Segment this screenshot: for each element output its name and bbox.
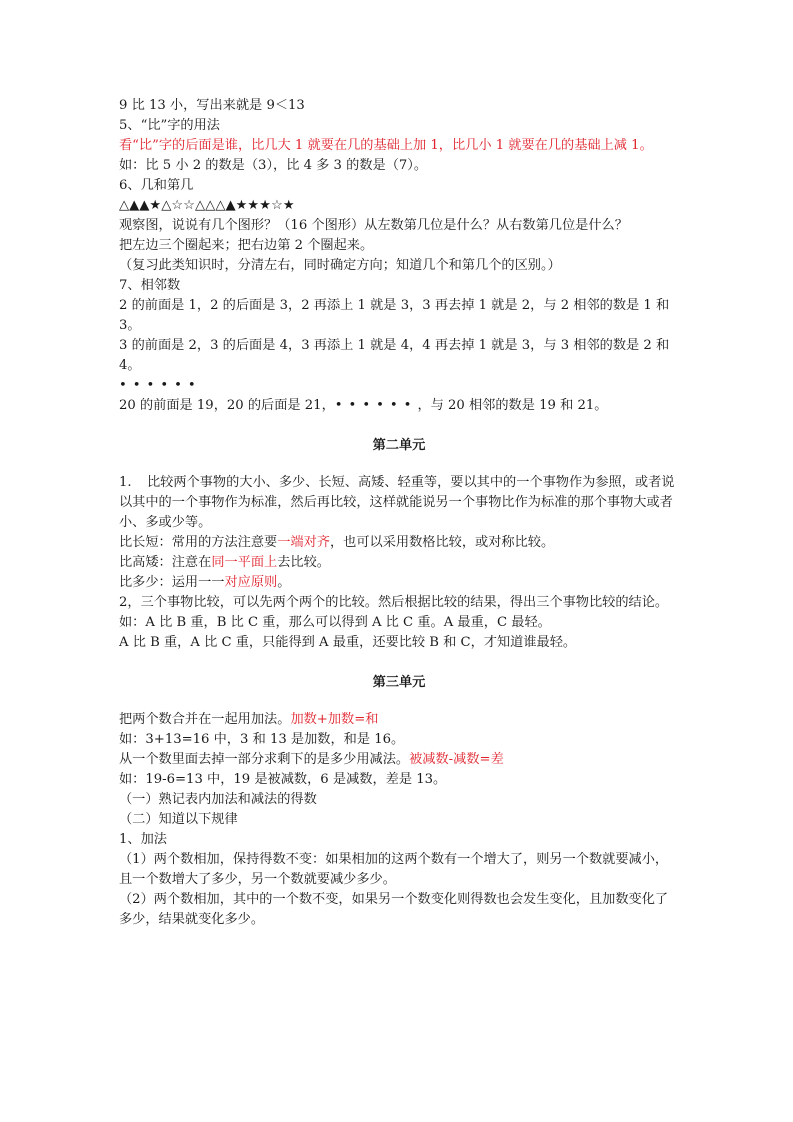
addition-definition [119,710,679,730]
subtraction-definition [119,750,679,770]
formula-text: 被减数-减数=差 [409,752,504,767]
example-line: 如：3+13=16 中，3 和 13 是加数，和是 16。 [119,732,405,747]
subheading: 1、加法 [119,832,167,847]
example-line: 如：A 比 B 重，B 比 C 重，那么可以得到 A 比 C 重。A 最重，C 最轻。 [119,615,551,630]
section-heading-7: 7、相邻数 [119,278,181,293]
text-span: ，与 20 相邻的数是 19 和 21。 [417,398,608,413]
unit-3-title: 第三单元 [372,675,426,690]
compare-quantity-line [119,573,679,593]
text-span: 。 [277,575,291,590]
text-span: 比高矮：注意在 [119,555,212,570]
adjacent-number-line: 3 的前面是 2，3 的后面是 4，3 再添上 1 就是 4，4 再去掉 1 就是 3，与 3 相邻的数是 2 和 4。 [119,338,670,373]
compare-height-line [119,553,679,573]
ellipsis-dots: •••••• [119,378,202,393]
example-line: A 比 B 重，A 比 C 重，只能得到 A 最重，还要比较 B 和 C，才知道谁最轻。 [119,635,577,650]
highlighted-rule: 看“比”字的后面是谁，比几大 1 就要在几的基础上加 1，比几小 1 就要在几的基础上减 1。 [119,138,653,153]
text-span: 去比较。 [277,555,330,570]
instruction-line: 把左边三个圈起来；把右边第 2 个圈起来。 [119,238,374,253]
note-line: （复习此类知识时，分清左右，同时确定方向；知道几个和第几个的区别。） [119,258,561,273]
formula-text: 加数+加数=和 [290,712,379,727]
compare-length-line [119,533,679,553]
paragraph-text: 比较两个事物的大小、多少、长短、高矮、轻重等，要以其中的一个事物作为参照，或者说以其中的一个事物作为标准，然后再比较，这样就能说另一个事物比作为标准的那个事物大或者小、多或少等。 [119,475,675,530]
text-span: 从一个数里面去掉一部分求剩下的是多少用减法。 [119,752,410,767]
text-span: 比长短：常用的方法注意要 [119,535,278,550]
rule-paragraph: （2）两个数相加，其中的一个数不变，如果另一个数变化则得数也会发生变化，且加数变化了多少，结果就变化多少。 [119,892,669,927]
subheading: （二）知道以下规律 [119,812,238,827]
unit-2-title: 第二单元 [372,438,426,453]
unit-2-paragraph-1 [119,473,679,533]
example-line: 如：比 5 小 2 的数是（3），比 4 多 3 的数是（7）。 [119,158,428,173]
highlight-text: 对应原则 [224,575,278,590]
example-line: 如：19-6=13 中，19 是被减数，6 是减数，差是 13。 [119,772,447,787]
text-line: 9 比 13 小，写出来就是 9＜13 [119,98,305,113]
section-heading-6: 6、几和第几 [119,178,194,193]
shape-sequence: △▲▲★△☆☆△△△▲★★★☆★ [119,198,295,213]
section-heading-5: 5、“比”字的用法 [119,118,220,133]
document-page [119,96,679,930]
list-number: 1. [119,475,132,490]
adjacent-number-line: 2 的前面是 1，2 的后面是 3，2 再添上 1 就是 3，3 再去掉 1 就是 2，与 2 相邻的数是 1 和 3。 [119,298,670,333]
subheading: （一）熟记表内加法和减法的得数 [119,792,317,807]
text-span: 把两个数合并在一起用加法。 [119,712,291,727]
rule-paragraph: （1）两个数相加，保持得数不变：如果相加的这两个数有一个增大了，则另一个数就要减小，且一个数增大了多少，另一个数就要减少多少。 [119,852,669,887]
highlight-text: 同一平面上 [211,555,278,570]
ellipsis-dots: •••••• [334,398,418,413]
text-span: 比多少：运用一一 [119,575,225,590]
question-line: 观察图，说说有几个图形？（16 个图形）从左数第几位是什么？从右数第几位是什么？ [119,218,628,233]
text-span: 20 的前面是 19，20 的后面是 21， [119,398,335,413]
adjacent-number-line [119,396,679,416]
highlight-text: 一端对齐 [277,535,330,550]
text-span: ，也可以采用数格比较，或对称比较。 [330,535,555,550]
unit-2-paragraph-2: 2，三个事物比较，可以先两个两个的比较。然后根据比较的结果，得出三个事物比较的结论。 [119,595,669,610]
